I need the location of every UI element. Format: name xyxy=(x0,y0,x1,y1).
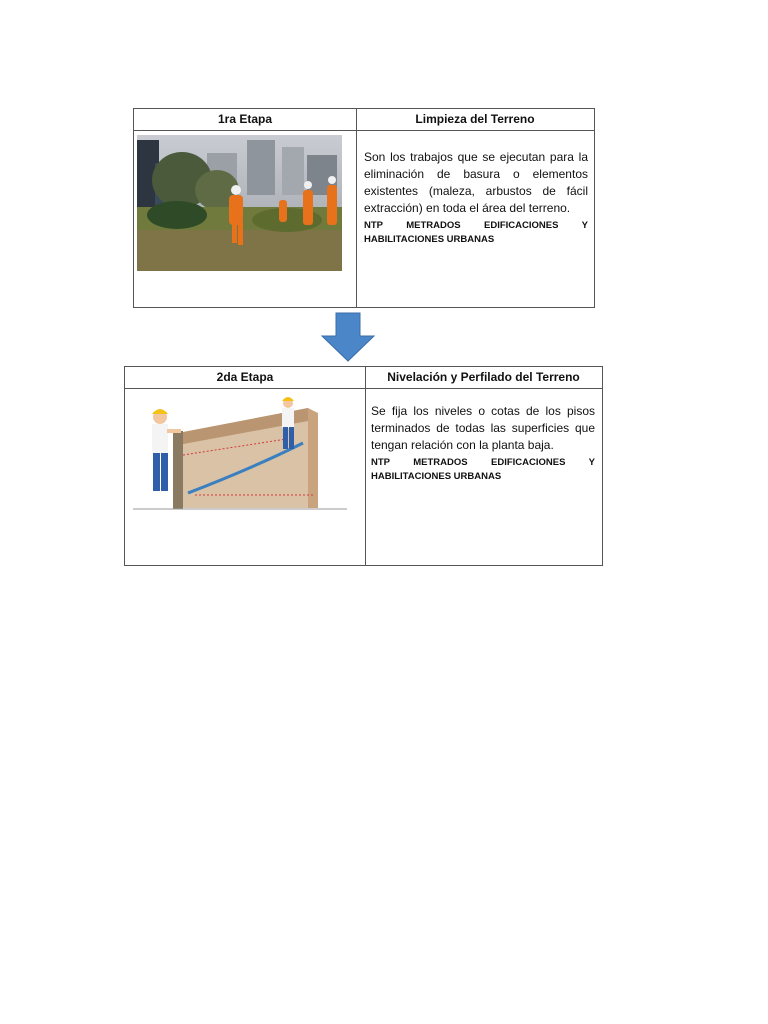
stage-1-table xyxy=(133,108,595,308)
stage-2-title: Nivelación y Perfilado del Terreno xyxy=(365,367,602,389)
stage-1-label: 1ra Etapa xyxy=(134,109,356,131)
stage-2-table xyxy=(124,366,603,566)
stage-1-norm-reference: NTP METRADOS EDIFICACIONES Y HABILITACIONES URBANAS xyxy=(364,220,588,245)
stage-1-title: Limpieza del Terreno xyxy=(356,109,594,131)
stage-1-description-block xyxy=(364,149,588,247)
land-clearing-photo xyxy=(137,135,342,271)
leveling-diagram-illustration xyxy=(133,393,347,511)
arrow-down-icon xyxy=(321,312,375,367)
stage-2-description-block xyxy=(371,403,595,484)
stage-2-label: 2da Etapa xyxy=(125,367,365,389)
stage-2-description: Se fija los niveles o cotas de los pisos terminados de todas las superficies que tengan relación con la planta baja. xyxy=(371,404,595,452)
stage-1-description: Son los trabajos que se ejecutan para la eliminación de basura o elementos existentes (maleza, arbustos de fácil extracción) en toda el área del terreno. xyxy=(364,150,588,215)
stage-2-norm-reference: NTP METRADOS EDIFICACIONES Y HABILITACIONES URBANAS xyxy=(371,457,595,482)
